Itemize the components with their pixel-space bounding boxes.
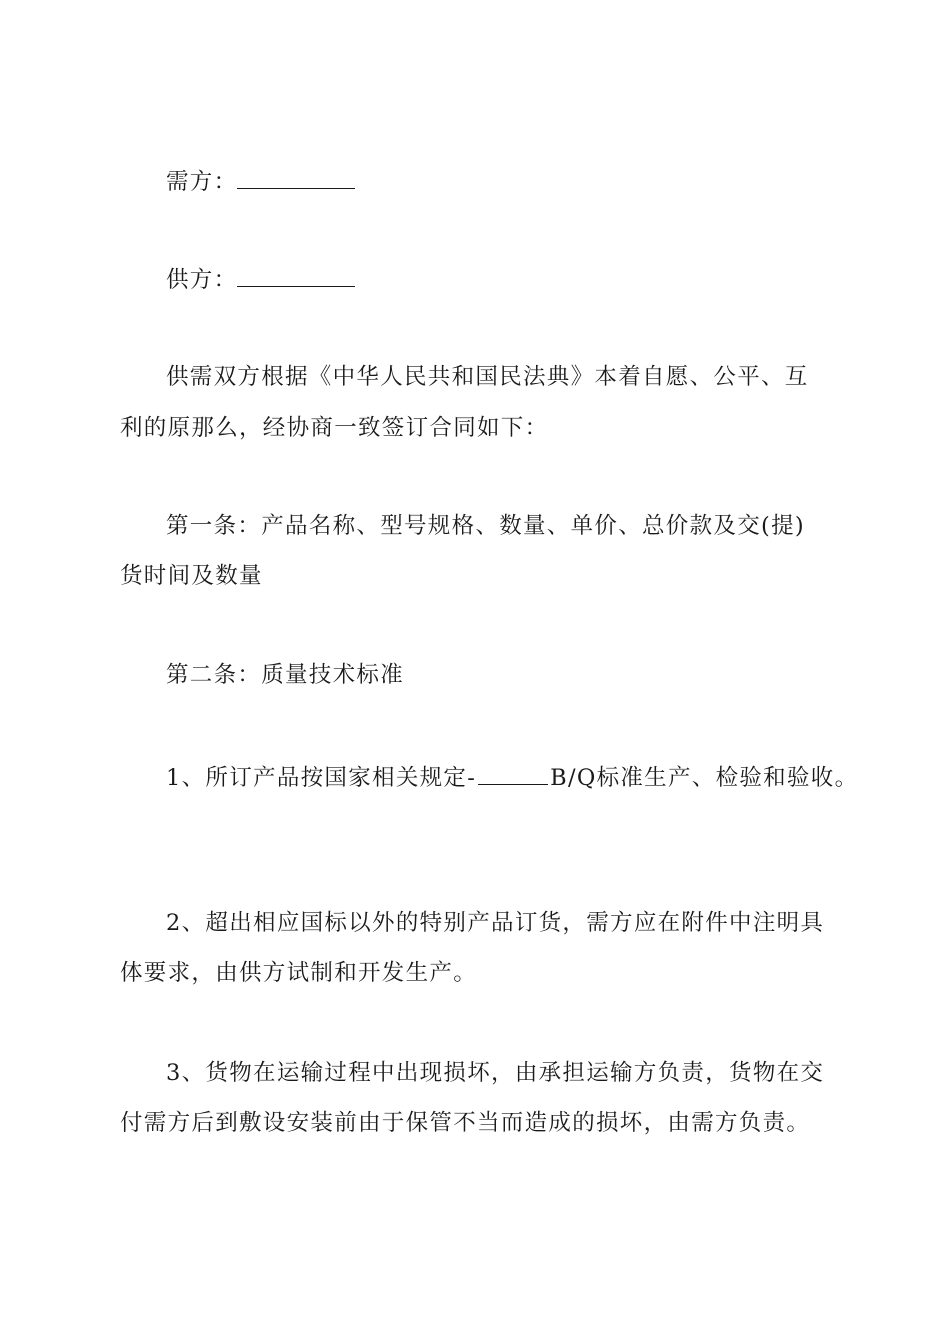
- article2-item3-line-1: 3、货物在运输过程中出现损坏，由承担运输方负责，货物在交: [166, 1060, 825, 1086]
- seller-label: 供方：: [166, 267, 238, 293]
- item1-text-before: 1、所订产品按国家相关规定-: [166, 765, 477, 791]
- article2-item1: [166, 760, 886, 793]
- seller-blank-field[interactable]: [237, 262, 355, 287]
- buyer-blank-field[interactable]: [237, 164, 355, 189]
- buyer-label: 需方：: [166, 169, 238, 195]
- article1-line-1: 第一条：产品名称、型号规格、数量、单价、总价款及交(提): [166, 513, 805, 539]
- article2-item2-line-1: 2、超出相应国标以外的特别产品订货，需方应在附件中注明具: [166, 910, 825, 936]
- standard-blank-field[interactable]: [478, 760, 548, 785]
- article1-line-2: 货时间及数量: [120, 563, 263, 589]
- intro-line-1: 供需双方根据《中华人民共和国民法典》本着自愿、公平、互: [166, 364, 809, 390]
- article2-item3-line-2: 付需方后到敷设安装前由于保管不当而造成的损坏，由需方负责。: [120, 1110, 811, 1136]
- item1-text-after: B/Q标准生产、检验和验收。: [550, 765, 859, 791]
- buyer-line: [166, 164, 886, 197]
- article2-title: 第二条：质量技术标准: [166, 662, 405, 688]
- intro-line-2: 利的原那么，经协商一致签订合同如下：: [120, 415, 549, 441]
- seller-line: [166, 262, 886, 295]
- article2-item2-line-2: 体要求，由供方试制和开发生产。: [120, 960, 478, 986]
